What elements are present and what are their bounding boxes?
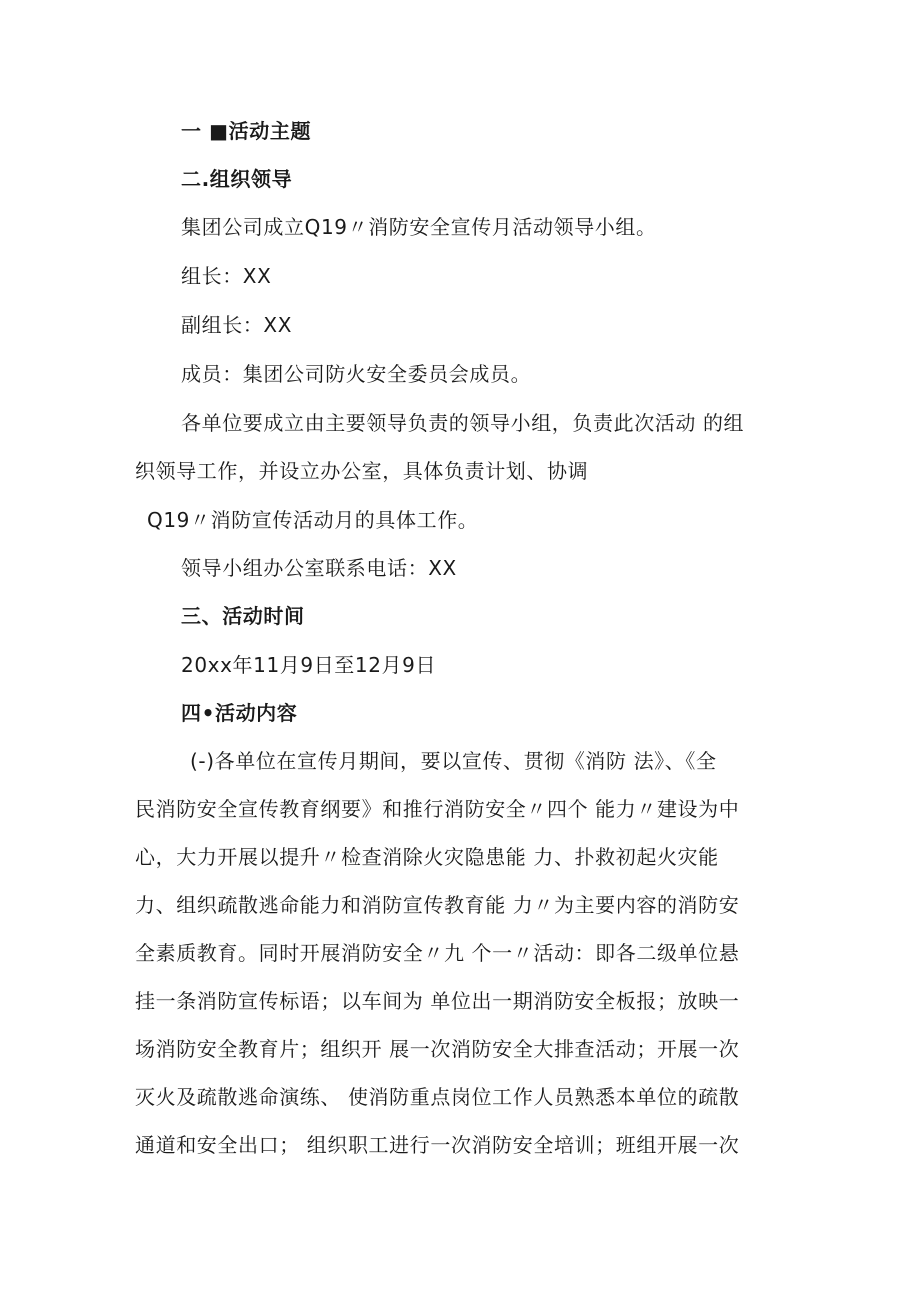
paragraph-activity-dates: 20xx年11月9日至12月9日 <box>181 653 437 677</box>
paragraph-leader: 组长：XX <box>181 264 272 288</box>
paragraph-units-line-1: 各单位要成立由主要领导负责的领导小组，负责此次活动 的组 <box>181 411 745 435</box>
content-line-7: 场消防安全教育片；组织开 展一次消防安全大排查活动；开展一次 <box>135 1037 740 1061</box>
content-line-3: 心，大力开展以提升〃检查消除火灾隐患能 力、扑救初起火灾能 <box>135 845 719 869</box>
content-line-5: 全素质教育。同时开展消防安全〃九 个一〃活动：即各二级单位悬 <box>135 941 740 965</box>
content-line-9: 通道和安全出口； 组织职工进行一次消防安全培训；班组开展一次 <box>135 1133 740 1157</box>
content-line-6: 挂一条消防宣传标语；以车间为 单位出一期消防安全板报；放映一 <box>135 989 740 1013</box>
paragraph-office-phone: 领导小组办公室联系电话：XX <box>181 556 457 580</box>
heading-activity-time: 三、活动时间 <box>181 604 305 628</box>
heading-activity-content: 四•活动内容 <box>181 701 298 725</box>
content-line-4: 力、组织疏散逃命能力和消防宣传教育能 力〃为主要内容的消防安 <box>135 893 740 917</box>
content-line-2: 民消防安全宣传教育纲要》和推行消防安全〃四个 能力〃建设为中 <box>135 797 740 821</box>
heading-organization: 二.组织领导 <box>181 167 293 191</box>
paragraph-members: 成员：集团公司防火安全委员会成员。 <box>181 362 532 386</box>
paragraph-units-line-2: 织领导工作，并设立办公室，具体负责计划、协调 <box>135 459 589 483</box>
paragraph-units-line-3: Q19〃消防宣传活动月的具体工作。 <box>147 508 479 532</box>
heading-activity-theme: 一 ■活动主题 <box>181 119 312 143</box>
content-line-8: 灭火及疏散逃命演练、 使消防重点岗位工作人员熟悉本单位的疏散 <box>135 1085 740 1109</box>
content-line-1: (-)各单位在宣传月期间，要以宣传、贯彻《消防 法》、《全 <box>190 749 717 773</box>
paragraph-deputy-leader: 副组长：XX <box>181 313 293 337</box>
paragraph-leadership-group: 集团公司成立Q19〃消防安全宣传月活动领导小组。 <box>181 215 657 239</box>
